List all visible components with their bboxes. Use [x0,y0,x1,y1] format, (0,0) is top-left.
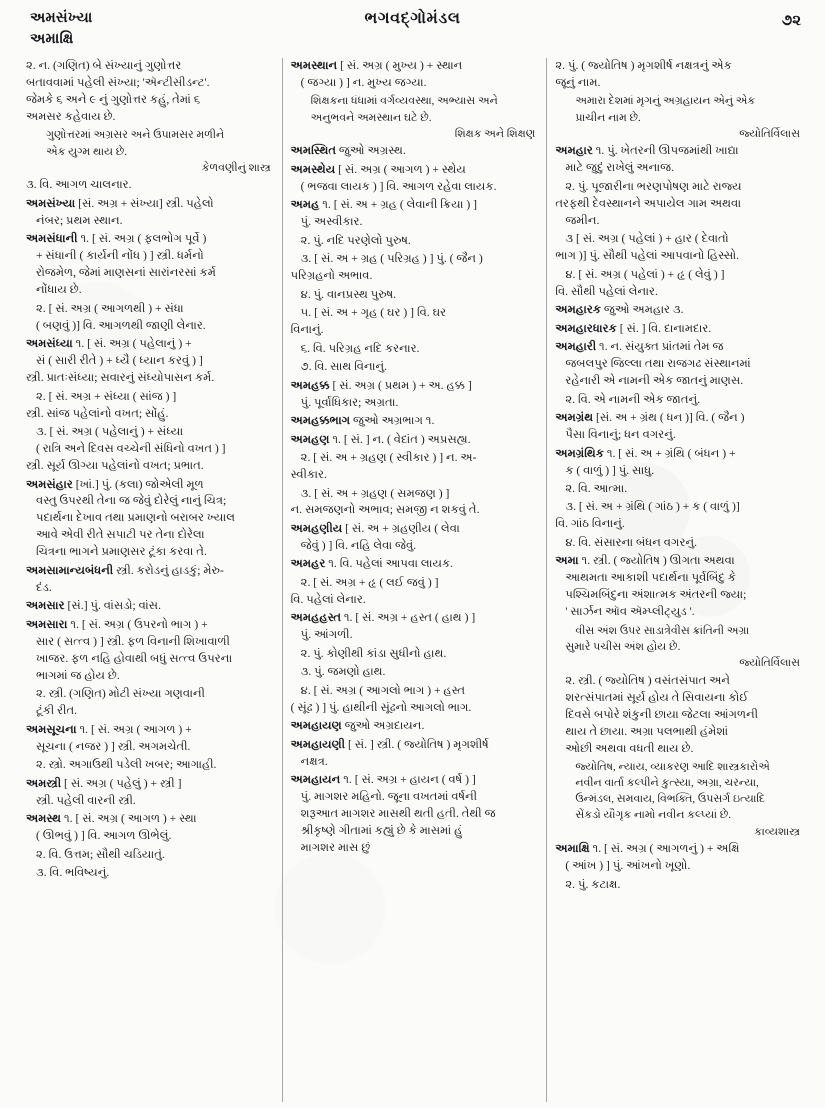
headword: અમસારા [26,617,68,631]
headword: અમસંધ્યા [26,337,73,351]
headword: અમગ્રંથ [555,411,594,425]
entry-headword-line: અમા ૧. સ્ત્રી. ( જ્યોતિષ ) ઊગતા અથવા [555,554,735,568]
usage-quote-line: સુમારે પચીસ અંશ હોય છે. [565,640,681,653]
entry-line: ૪. વિ. સંસારના બંધન વગરનું. [565,535,697,549]
dictionary-entry [26,776,273,810]
headword: અમસાર [26,599,65,613]
entry-line: ૨. વિ. ઉત્તમ; સૌથી ચડિયાતું. [36,847,165,861]
headword: અમહક્કભાગ [290,414,351,428]
entry-line: ( ઊભવું ) ] વિ. આગળ ઊભેલું. [36,829,172,843]
dictionary-entry [555,841,802,875]
entry-line: અમસર કહેવાય છે. [26,109,116,123]
entry-line: પૈસા વિનાનું; ધન વગરનું. [565,428,676,442]
entry-line: ૩. [ સં. અ + ગ્રહણ ( સમજણ ) ] [300,486,450,500]
entry-sense [291,233,538,250]
dictionary-entry [26,598,273,615]
entry-line: જેમકે ૬ અને ૯ નું ગુણોત્તર કહું, તેમાં ૬ [26,92,201,106]
entry-line: ૨. સ્ત્રો. અગાઉથી પડેલી ખબર; આગાહી. [36,758,217,772]
entry-sense [26,686,273,720]
entry-line: ૨. સ્ત્રી. (ગણિત) મોટી સંખ્યા ગણવાની [36,687,205,701]
entry-line: સ્ત્રી. પ્રાતઃસંધ્યા; સવારનું સંધ્યોપાસન કર્મ. [26,371,215,385]
entry-line: દિવસે બપોરે શંકુની છાયા જેટલા આંગળની [565,707,759,721]
headword: અમહારક [555,303,602,317]
headword: અમહક્ક [290,378,330,392]
entry-sense [26,847,273,864]
entry-line: સં ( સારી રીતે ) + ધ્યૈ ( ધ્યાન કરવું ) ] [36,354,203,368]
entry-line: ( આંખ ) ] પું. આંખનો ખૂણો. [565,859,691,873]
entry-line: પદાર્થના દેખાવ તથા પ્રમાણનો બરાબર ખ્યાલ [36,511,235,525]
entry-headword-line: અમહારધારક [ સં. ] વિ. દાનામદાર. [555,321,712,335]
entry-headword-line: અમહાયણ જુઓ અગ્રદાયન. [290,719,425,733]
entry-line: પું. માગશર મહિનો. જૂના વખતમાં વર્ષની [300,790,478,804]
dictionary-entry [555,339,802,390]
headword: અમહ [290,198,320,212]
entry-line: ભાગ )] પું. સૌથી પહેલાં આપવાનો હિસ્સો. [555,249,740,263]
entry-sense [291,305,538,339]
entry-line: વિનાનું. [290,323,324,337]
headword: અમાક્ષિ [555,842,590,856]
citation-source: જ્યોતિર્વિલાસ [739,657,801,670]
entry-headword-line: અમસ્થિત જુઓ અગ્રસ્થ. [290,144,406,158]
dictionary-entry [291,58,538,92]
entry-line: જમીન. [565,213,600,227]
entry-line: ૨. વિ. એ નામની એક જાતનું. [565,392,701,406]
headword: અમહાયણ [290,719,342,733]
entry-line: માગશર માસ છું [300,841,371,855]
entry-line: ૨. ન. (ગણિત) બે સંખ્યાનું ગુણોત્તર [26,59,182,72]
entry-line: પું. પૂર્વાધિકાર; અગ્રતા. [300,395,399,409]
headword: અમસ્થેય [290,162,336,176]
entry-line: ન. સમજણનો અભાવ; સમજી ન શકવું તે. [290,503,480,517]
entry-line: વિ. ગાંઠ વિનાનું. [555,517,625,531]
entry-line: ૨. [ સં. અ + ગ્રહણ ( સ્વીકાર ) ] ન. અ- [300,451,477,465]
entry-line: ૪. [ સં. અગ્ર ( આગલો ભાગ ) + હસ્ત [300,683,466,697]
dictionary-entry [291,162,538,196]
headword: અમસંખ્યા [26,196,76,210]
entry-sense [555,267,802,301]
column-3 [546,58,811,1102]
entry-line: ૨. પું. પૂજારીના ભરણપોષણ માટે રાજ્ય [565,179,742,193]
entry-sense [555,179,802,230]
entry-headword-line: અમહક્ક [ સં. અગ્ર ( પ્રથમ ) + અ. હક્ક ] [290,378,472,392]
entry-sense [291,575,538,609]
entry-headword-line: અમહાયન ૧. [ સં. અગ્ર + હાયન ( વર્ષ ) ] [290,773,476,787]
entry-line: ૩. વિ. ભવિષ્યનું. [36,866,110,880]
entry-line: બતાવવામાં પહેલી સંખ્યા; 'ઍન્ટીસીડન્ટ'. [26,75,210,89]
entry-headword-line: અમહ ૧. [ સં. અ + ગ્રહ ( લેવાની ક્રિયા ) ] [290,198,477,212]
entry-line: શરૂઆત માગશર માસથી થતી હતી. તેથી જ [300,807,496,821]
entry-headword-line: અમસાર [સં.] પું. વાંસડો; વાંસ. [26,599,161,613]
entry-line: આથમતા આકાશી પદાર્થના પૂર્વબિંદુ કે [565,571,736,585]
entry-sense [26,177,273,194]
running-head [0,8,825,52]
dictionary-entry [555,321,802,338]
columns-container [18,58,811,1102]
entry-sense [26,127,273,175]
entry-headword-line: અમસૂચના ૧. [ સં. અગ્ર ( આગળ ) + [26,722,192,736]
guideword-first: અમસંખ્યા [30,10,93,26]
entry-line: પશ્ચિમબિંદુના અંશાત્મક અંતરની જ્યા; [565,588,747,602]
usage-quote-line: ગુણોત્તરમાં અગ્રસર અને ઉપામસર મળીને [46,129,225,142]
entry-headword-line: અમહાર ૧. પું. ખેતરની ઊપજમાંથી ખાદ્યા [555,144,739,158]
usage-quote-line: અમારા દેશમાં મૃગનું અગ્રહાયન એનું એક [575,95,756,108]
entry-line: જૂનું નામ. [555,75,601,89]
headword: અમહર [290,557,326,571]
entry-headword-line: અમહર ૧. વિ. પહેલાં આપવા લાયક. [290,557,454,571]
entry-sense [291,450,538,484]
entry-headword-line: અમસ્થેય [ સં. અગ્ર ( આગળ ) + સ્થેય [290,162,466,176]
entry-line: ( જગ્યા ) ] ન. મુખ્ય જગ્યા. [300,75,427,89]
entry-sense [555,392,802,409]
citation-source: જ્યોતિર્વિલાસ [739,127,801,140]
dictionary-entry [26,563,273,597]
headword: અમસંહાર [26,477,73,491]
headword: અમસ્થ [26,812,62,826]
headword: અમહાયન [290,773,341,787]
dictionary-entry [555,410,802,444]
entry-line: શરત્સંપાતમાં સૂર્ય હોય તે સિવાયના કોઈ [565,690,749,704]
entry-line: ' સાર્ઝન ઑવ ઍમ્પ્લીટ્યુડ '. [565,605,695,619]
usage-quote-line: વીસ અંશ ઉપર સાડાત્રેવીસ ક્રાંતિની અગ્રા [575,624,750,637]
column-2 [282,58,547,1102]
entry-line: ૩ [ સં. અગ્ર ( પહેલાં ) + હાર ( દેવાતો [565,232,729,246]
entry-headword-line: અમસંહાર [ખાં.] પું. (કલા) જોએલી મૂળ [26,477,204,491]
citation-source: શિક્ષક અને શિક્ષણ [454,127,536,140]
headword: અમહણીય [290,521,343,535]
entry-headword-line: અમહારી ૧. ન. સંયુક્ત પ્રાંતમાં તેમ જ [555,340,724,354]
entry-line: નંબર; પ્રથમ સ્થાન. [36,213,123,227]
entry-line: પરિગ્રહનો અભાવ. [290,269,373,283]
usage-quote-line: શિક્ષકના ધંધામાં વર્ગવ્યવસ્થા, અભ્યાસ અને [310,95,498,108]
entry-line: સાર ( સત્ત્વ ) ] સ્ત્રી. ફળ વિનાની શિખાવાળી [36,634,230,648]
entry-line: જબલપુર જિલ્લા તથા રાજગઢ સંસ્થાનમાં [565,357,751,371]
entry-headword-line: અમહારક જુઓ અમહાર ૩. [555,303,684,317]
entry-sense [555,481,802,498]
entry-sense [291,646,538,663]
headword: અમસ્ત્રી [26,776,62,790]
entry-sense [555,623,802,671]
entry-line: માટે જુદું રાખેલું અનાજ. [565,161,674,175]
headword: અમહાર [555,144,593,158]
entry-line: ( ભજવા લાયક ) ] વિ. આગળ રહેવા લાયક. [300,179,497,193]
dictionary-entry [26,336,273,387]
entry-line: શ્રીકૃષ્ણે ગીતામાં કહ્યું છે કે માસમાં હું [300,824,463,838]
entry-line: ૨. પું. ( જ્યોતિષ ) મૃગશીર્ષ નક્ષત્રનું એક [555,59,732,72]
entry-line: વિ. પહેલાં લેનાર. [290,592,366,606]
entry-headword-line: અમહાયણી [ સં. ] સ્ત્રી. ( જ્યોતિષ ) મૃગશીર્ષ [290,737,489,751]
headword: અમા [555,554,579,568]
entry-sense [555,877,802,894]
entry-line: જેવું ) ] વિ. નહિ લેવા જેવું. [300,538,417,552]
entry-headword-line: અમસંધાની ૧. [ સં. અગ્ર ( ફલભોગ પૂર્વે ) [26,232,207,246]
entry-headword-line: અમહહસ્ત ૧. [ સં. અગ્ર + હસ્ત ( હાથ ) ] [290,611,476,625]
usage-quote-line: ઉન્મંડલ, સમવાય, વિભક્તિ, ઉપસર્ગ ઇત્યાદિ [575,793,766,806]
entry-headword-line: અમહક્કભાગ જુઓ અગ્રભાગ ૧. [290,414,435,428]
entry-line: ૨. પું. નદિ પરણેલો પુરુષ. [300,233,411,247]
entry-line: ૩. વિ. આગળ ચાલનાર. [26,178,132,192]
entry-line: સ્વીકાર. [290,468,327,482]
headword: અમહારધારક [555,321,617,335]
entry-line: આવે એવી રીતે સપાટી પર તેના દોરેલા [36,528,205,542]
entry-line: વિ. સૌથી પહેલાં લેનાર. [555,284,658,298]
entry-line: પું. અસ્વીકાર. [300,215,363,229]
entry-line: ખાજર. ફળ નહિ હોવાથી બધું સત્ત્વ ઉપરના [36,651,233,665]
entry-line: દંડ. [36,580,52,594]
entry-line: ચિત્રના ભાગને પ્રમાણસર ટૂંકા કરવા તે. [36,545,207,559]
entry-line: નક્ષત્ર. [300,754,328,768]
entry-sense [291,359,538,376]
headword: અમહણ [290,432,330,446]
entry-line: ૨. પું. કોણીથી કાંડા સુધીનો હાથ. [300,646,447,660]
book-title: ભગવદ્ગોમંડલ [364,10,461,27]
entry-sense [26,301,273,335]
dictionary-entry [291,378,538,412]
usage-quote-line: નવીન વાર્તા કલ્પીને કુત્સ્યા, અગ્રા, ચરન્યા, [575,777,759,790]
entry-line: ( બણવું )] વિ. આગળથી જાણી લેનાર. [36,318,206,332]
entry-line: ૩. [ સં. અ + ગ્રહ ( પરિગ્રહ ) ] પું. ( જૈન ) [300,252,483,266]
entry-sense [555,673,802,758]
entry-sense [291,93,538,141]
dictionary-entry [291,432,538,449]
headword: અમસ્થાન [290,59,338,72]
entry-line: પું. આંગળી. [300,628,353,642]
entry-line: સ્ત્રી. પહેલી વારની સ્ત્રી. [36,793,136,807]
usage-quote-line: જ્યોતિષ, ન્યાય, વ્યાકરણ આદિ શાસ્ત્રકારોએ [575,761,770,774]
entry-headword-line: અમસ્ત્રી [ સં. અગ્ર ( પહેલું ) + સ્ત્રી ] [26,776,182,790]
entry-line: ૪. [ સં. અગ્ર ( પહેલાં ) + હૃ ( લેવું ) ] [565,267,725,281]
headword: અમહાયણી [290,737,346,751]
entry-headword-line: અમગ્રંથિક ૧. [ સં. અ + ગ્રંથિ ( બંધન ) + [555,446,736,460]
column-1 [18,58,282,1102]
entry-line: તરફથી દેવસ્થાનને અપાયેલ ગામ અથવા [555,196,742,210]
entry-line: સ્ત્રી. સૂર્ય ઊગ્યા પહેલાંનો વખત; પ્રભાત. [26,459,204,473]
dictionary-entry [26,617,273,685]
headword: અમસ્થિત [290,144,337,158]
entry-sense [26,424,273,475]
entry-line: નોંધાય છે. [36,283,82,297]
dictionary-entry [555,143,802,177]
entry-sense [291,683,538,717]
entry-sense [26,757,273,774]
dictionary-entry [291,556,538,573]
dictionary-entry [26,477,273,562]
entry-line: થાય તે છાયા. અગ્રા પલભાથી હંમેશાં [565,724,729,738]
entry-sense [26,58,273,126]
entry-line: ૩. પું. જમણો હાથ. [300,665,386,679]
entry-line: ૨. [ સં. અગ્ર ( આગળથી ) + સંધા [36,301,184,315]
entry-sense [555,231,802,265]
entry-headword-line: અમસ્થ ૧. [ સં. અગ્ર ( આગળ ) + સ્થા [26,812,197,826]
entry-headword-line: અમહણ ૧. [ સં. ] ન. ( વેદાંત ) અપ્રસહ્ય. [290,432,471,446]
entry-sense [291,664,538,681]
entry-sense [291,251,538,285]
usage-quote-line: એક યુગ્મ થાય છે. [46,145,128,158]
usage-quote-line: પ્રાચીન નામ છે. [575,111,641,124]
entry-line: ટૂંકી રીત. [36,704,78,718]
entry-line: ૭. વિ. સાથ વિનાનું. [300,360,388,374]
entry-line: ૨. [ સં. અગ્ર + સંધ્યા ( સાંજ ) ] [36,389,177,403]
entry-line: રહેનારી એ નામની એક જાતનું માણસ. [565,374,744,388]
dictionary-entry [26,196,273,230]
headword: અમગ્રંથિક [555,446,604,460]
page-number: ૭૨ [781,13,801,29]
dictionary-entry [291,737,538,771]
usage-quote-line: અનુભવને અમસ્થાન ઘટે છે. [310,111,432,124]
dictionary-entry [291,143,538,160]
entry-headword-line: અમસારા ૧. [ સં. અગ્ર ( ઉપરનો ભાગ ) + [26,617,208,631]
dictionary-entry [26,811,273,845]
entry-line: સ્ત્રી. સાંજ પહેલાંનો વખત; સોંહું. [26,406,169,420]
headword: અમસૂચના [26,722,77,736]
entry-headword-line: અમસંધ્યા ૧. [ સં. અગ્ર ( પહેલાનું ) + [26,337,192,351]
entry-line: ૬. વિ. પરિગ્રહ નદિ કરનાર. [300,341,420,355]
dictionary-entry [291,413,538,430]
entry-sense [291,486,538,520]
entry-headword-line: અમગ્રંથ [સં. અ + ગ્રંથ ( ધન )] વિ. ( જૈન ) [555,411,745,425]
entry-sense [555,58,802,92]
entry-headword-line: અમાક્ષિ ૧. [ સં. અગ્ર ( આગળનું ) + અક્ષિ [555,842,740,856]
dictionary-entry [26,722,273,756]
entry-headword-line: અમસ્થાન [ સં. અગ્ર ( મુખ્ય ) + સ્થાન [290,59,463,72]
entry-line: ૩. [ સં. અ + ગ્રંથિ ( ગાંઠ ) + ક ( વાળું )] [565,500,740,514]
entry-sense [555,499,802,533]
entry-sense [26,865,273,882]
entry-line: સૂચના ( નજર ) ] સ્ત્રી. અગમચેતી. [36,739,191,753]
guideword-last: અમાક્ષિ [30,31,74,48]
entry-line: ૪. પું. વાનપ્રસ્થ પુરુષ. [300,287,397,301]
citation-source: કાવ્યશાસ્ત્ર [754,825,801,838]
entry-sense [291,287,538,304]
entry-headword-line: અમસંખ્યા [સં. અગ્ર + સંખ્યા] સ્ત્રી. પહેલો [26,196,214,210]
entry-line: ( સૂંઢ ) ] પું. હાથીની સૂંઢનો આગલો ભાગ. [290,700,472,714]
dictionary-entry [291,772,538,857]
entry-headword-line: અમહણીય [ સં. અ + ગ્રહણીય ( લેવા [290,521,460,535]
entry-line: + સંધાની ( કાર્યની નોંધ ) ] સ્ત્રી. ધર્મનો [36,249,204,263]
entry-line: ઓછી અથવા વધતી થાય છે. [565,741,694,755]
dictionary-entry [291,521,538,555]
entry-sense [555,759,802,840]
entry-line: ( રાત્રિ અને દિવસ વચ્ચેની સંધિનો વખત ) ] [36,442,226,456]
dictionary-entry [555,446,802,480]
entry-headword-line: અમસામાન્યબંધની સ્ત્રી. કરોડનું હાડકું; મેરુ- [26,563,224,577]
entry-line: ૨. વિ. આત્મા. [565,482,628,495]
citation-source: કેળવણીનું શાસ્ત્ર [201,161,271,174]
entry-line: ૫. [ સં. અ + ગૃહ ( ઘર ) ] વિ. ઘર [300,306,447,320]
entry-sense [291,341,538,358]
entry-line: ૩. [ સં. અગ્ર ( પહેલાનું ) + સંધ્યા [36,425,184,439]
entry-sense [555,535,802,552]
usage-quote-line: સેંકડો યૌગૃક નામો નવીન કલ્પ્યાં છે. [575,809,732,822]
entry-line: ૨. [ સં. અગ્ર + હૃ ( લઈ જવું ) ] [300,575,439,589]
entry-sense [26,389,273,423]
headword: અમસંધાની [26,232,78,246]
headword: અમસામાન્યબંધની [26,563,114,577]
entry-line: વસ્તુ ઉપરથી તેના જ જેવું દોરેલું નાનું ચિત્ર; [36,494,227,508]
headword: અમહારી [555,340,597,354]
headword: અમહહસ્ત [290,611,342,625]
dictionary-entry [291,610,538,644]
dictionary-entry [555,302,802,319]
dictionary-entry [291,197,538,231]
dictionary-entry [26,231,273,299]
dictionary-entry [291,718,538,735]
entry-line: ૨. સ્ત્રી. ( જ્યોતિષ ) વસંતસંપાત અને [565,673,731,687]
entry-line: ક ( વાળું ) ] પું. સાધુ. [565,463,655,477]
dictionary-entry [555,553,802,621]
entry-sense [555,93,802,141]
entry-line: ૨. પું. કટાક્ષ. [565,877,621,891]
entry-line: ભાગમાં જ હોય છે. [36,668,120,682]
entry-line: રોજમેળ, જેમાં માણસનાં સારાંનરસાં કર્મ [36,266,216,280]
